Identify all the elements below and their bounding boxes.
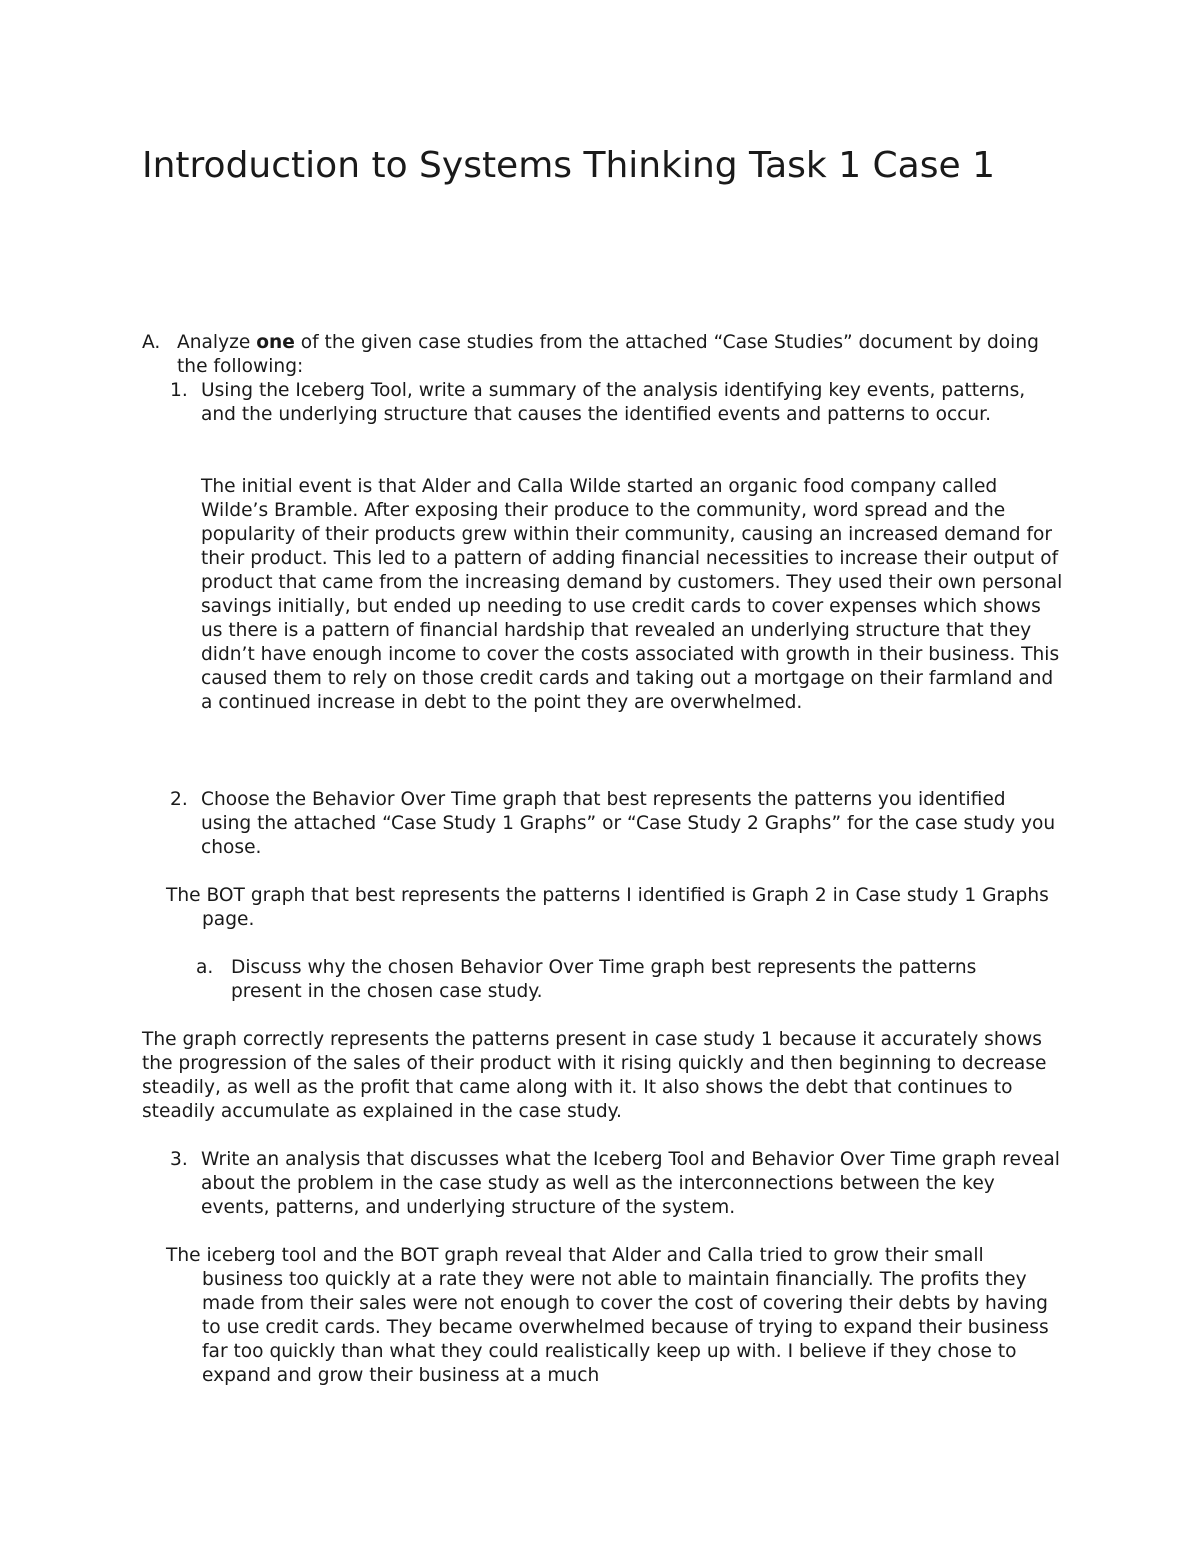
document-title: Introduction to Systems Thinking Task 1 Case 1	[142, 145, 995, 186]
item-3-prompt: Write an analysis that discusses what the Iceberg Tool and Behavior Over Time graph reveal about the problem in the case study as well as the interconnections between the key events, patterns, and underlying structure of the system.	[201, 1149, 1060, 1218]
section-a-text	[177, 331, 1057, 379]
item-3-marker: 3.	[170, 1149, 188, 1170]
item-1-answer: The initial event is that Alder and Calla Wilde started an organic food company called Wilde’s Bramble. After exposing their produce to the community, word spread and the popularity of their products grew within their community, causing an increased demand for their product. This led to a pattern of adding financial necessities to increase their output of product that came from the increasing demand by customers. They used their own personal savings initially, but ended up needing to use credit cards to cover expenses which shows us there is a pattern of financial hardship that revealed an underlying structure that they didn’t have enough income to cover the costs associated with growth in their business. This caused them to rely on those credit cards and taking out a mortgage on their farmland and a continued increase in debt to the point they are overwhelmed.	[201, 476, 1063, 713]
section-a-text-start: Analyze	[177, 332, 257, 353]
section-a-marker: A.	[142, 332, 161, 353]
item-2-marker: 2.	[170, 789, 188, 810]
item-3-answer-text: The iceberg tool and the BOT graph reveal that Alder and Calla tried to grow their small business too quickly at a rate they were not able to maintain financially. The profits they made from their sales were not enough to cover the cost of covering their debts by having to use credit cards. They became overwhelmed because of trying to expand their business far too quickly than what they could realistically keep up with. I believe if they chose to expand and grow their business at a much	[166, 1245, 1049, 1386]
item-2-answer-text: The BOT graph that best represents the patterns I identified is Graph 2 in Case study 1 Graphs page.	[166, 885, 1049, 930]
item-2a-answer: The graph correctly represents the patterns present in case study 1 because it accurately shows the progression of the sales of their product with it rising quickly and then beginning to decrease steadily, as well as the profit that came along with it. It also shows the debt that continues to steadily accumulate as explained in the case study.	[142, 1029, 1047, 1122]
item-2a-prompt: Discuss why the chosen Behavior Over Time graph best represents the patterns present in the chosen case study.	[231, 957, 977, 1002]
section-a-text-end: of the given case studies from the attached “Case Studies” document by doing the following:	[177, 332, 1039, 377]
item-1-prompt: Using the Iceberg Tool, write a summary of the analysis identifying key events, patterns, and the underlying structure that causes the identified events and patterns to occur.	[201, 380, 1026, 425]
item-1-marker: 1.	[170, 380, 188, 401]
item-3-answer	[166, 1244, 1066, 1388]
item-2-prompt: Choose the Behavior Over Time graph that best represents the patterns you identified using the attached “Case Study 1 Graphs” or “Case Study 2 Graphs” for the case study you chose.	[201, 789, 1056, 858]
item-2a-marker: a.	[196, 957, 214, 978]
section-a-emphasis: one	[256, 332, 295, 353]
item-2-answer	[166, 884, 1056, 932]
